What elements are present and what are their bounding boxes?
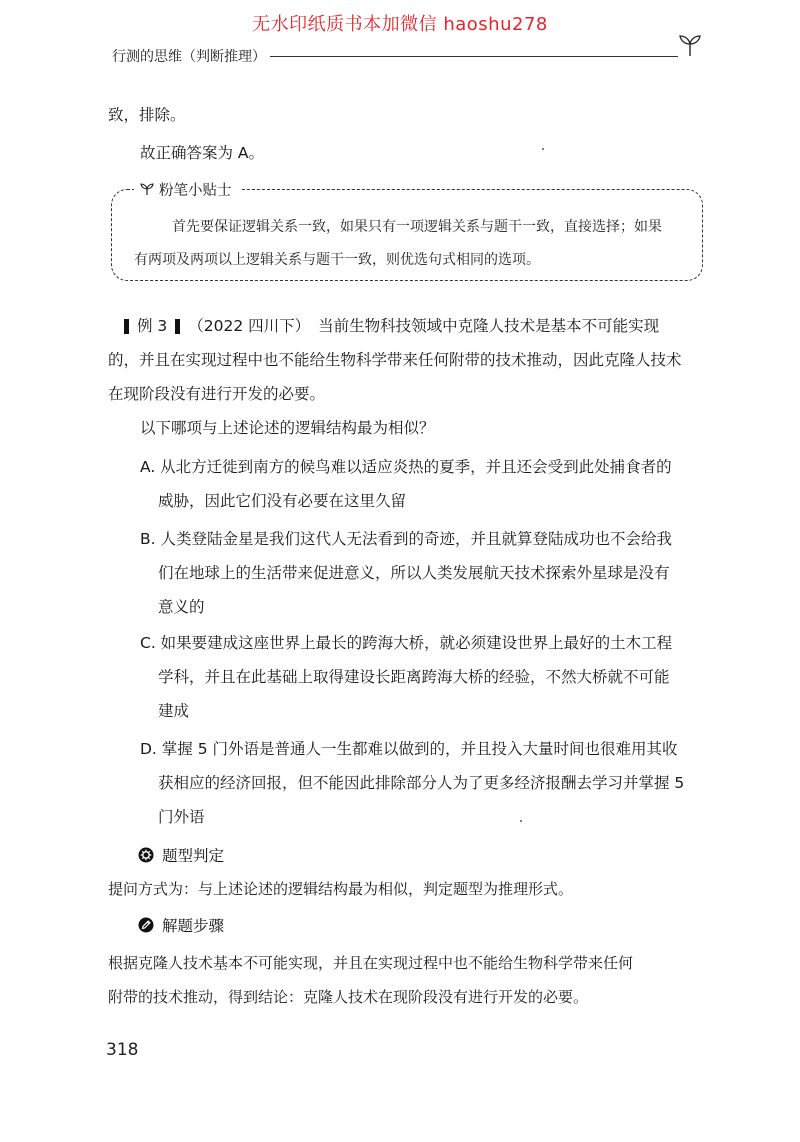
option-d-line: 获相应的经济回报，但不能因此排除部分人为了更多经济报酬去学习并掌握 5	[158, 774, 685, 792]
continuation-line: 致，排除。	[108, 106, 186, 124]
header-rule	[270, 56, 678, 57]
option-b-line: B. 人类登陆金星是我们这代人无法看到的奇迹，并且就算登陆成功也不会给我	[140, 530, 672, 548]
scan-speck	[542, 148, 544, 150]
question-type-text: 提问方式为：与上述论述的逻辑结构最为相似，判定题型为推理形式。	[108, 880, 574, 898]
example-heading	[124, 309, 659, 343]
solution-text-line: 附带的技术推动，得到结论：克隆人技术在现阶段没有进行开发的必要。	[108, 988, 589, 1006]
tip-text-line: 首先要保证逻辑关系一致，如果只有一项逻辑关系与题干一致，直接选择；如果	[172, 219, 662, 235]
answer-line: 故正确答案为 A。	[140, 144, 265, 162]
option-d-line: D. 掌握 5 门外语是普通人一生都难以做到的，并且投入大量时间也很难用其收	[140, 740, 678, 758]
sprout-small-icon	[140, 182, 154, 196]
pencil-badge-icon	[138, 917, 154, 933]
option-c-line: 建成	[158, 702, 190, 720]
option-a-line: A. 从北方迁徙到南方的候鸟难以适应炎热的夏季，并且还会受到此处捕食者的	[140, 458, 672, 476]
option-d-line: 门外语	[158, 808, 205, 826]
page-number: 318	[106, 1040, 139, 1060]
gear-badge-icon	[138, 847, 154, 863]
label-bar-right	[175, 319, 180, 334]
scan-speck	[520, 820, 522, 822]
tip-label	[134, 178, 240, 200]
example-label: 例 3	[137, 317, 168, 335]
example-stem-line: 的，并且在实现过程中也不能给生物科学带来任何附带的技术推动，因此克隆人技术	[108, 351, 682, 369]
solution-text-line: 根据克隆人技术基本不可能实现，并且在实现过程中也不能给生物科学带来任何	[108, 954, 634, 972]
watermark-text: 无水印纸质书本加微信 haoshu278	[252, 14, 548, 35]
option-b-line: 们在地球上的生活带来促进意义，所以人类发展航天技术探索外星球是没有	[158, 564, 670, 582]
label-bar-left	[124, 319, 129, 334]
option-a-line: 威胁，因此它们没有必要在这里久留	[158, 492, 407, 510]
question-type-heading	[138, 844, 224, 866]
option-c-line: C. 如果要建成这座世界上最长的跨海大桥，就必须建设世界上最好的土木工程	[140, 634, 673, 652]
tip-label-text: 粉笔小贴士	[159, 182, 232, 199]
example-question: 以下哪项与上述论述的逻辑结构最为相似？	[140, 419, 435, 437]
option-c-line: 学科，并且在此基础上取得建设长距离跨海大桥的经验，不然大桥就不可能	[158, 668, 670, 686]
sprout-icon	[678, 32, 702, 58]
tip-text-line: 有两项及两项以上逻辑关系与题干一致，则优选句式相同的选项。	[134, 252, 540, 268]
running-head: 行测的思维（判断推理）	[112, 49, 266, 65]
example-source: （2022 四川下）	[188, 317, 311, 335]
solution-heading	[138, 914, 224, 936]
example-stem-line: 在现阶段没有进行开发的必要。	[108, 385, 326, 403]
solution-title: 解题步骤	[162, 917, 225, 935]
option-b-line: 意义的	[158, 598, 205, 616]
question-type-title: 题型判定	[162, 847, 225, 865]
example-stem-first: 当前生物科技领域中克隆人技术是基本不可能实现	[318, 317, 660, 335]
